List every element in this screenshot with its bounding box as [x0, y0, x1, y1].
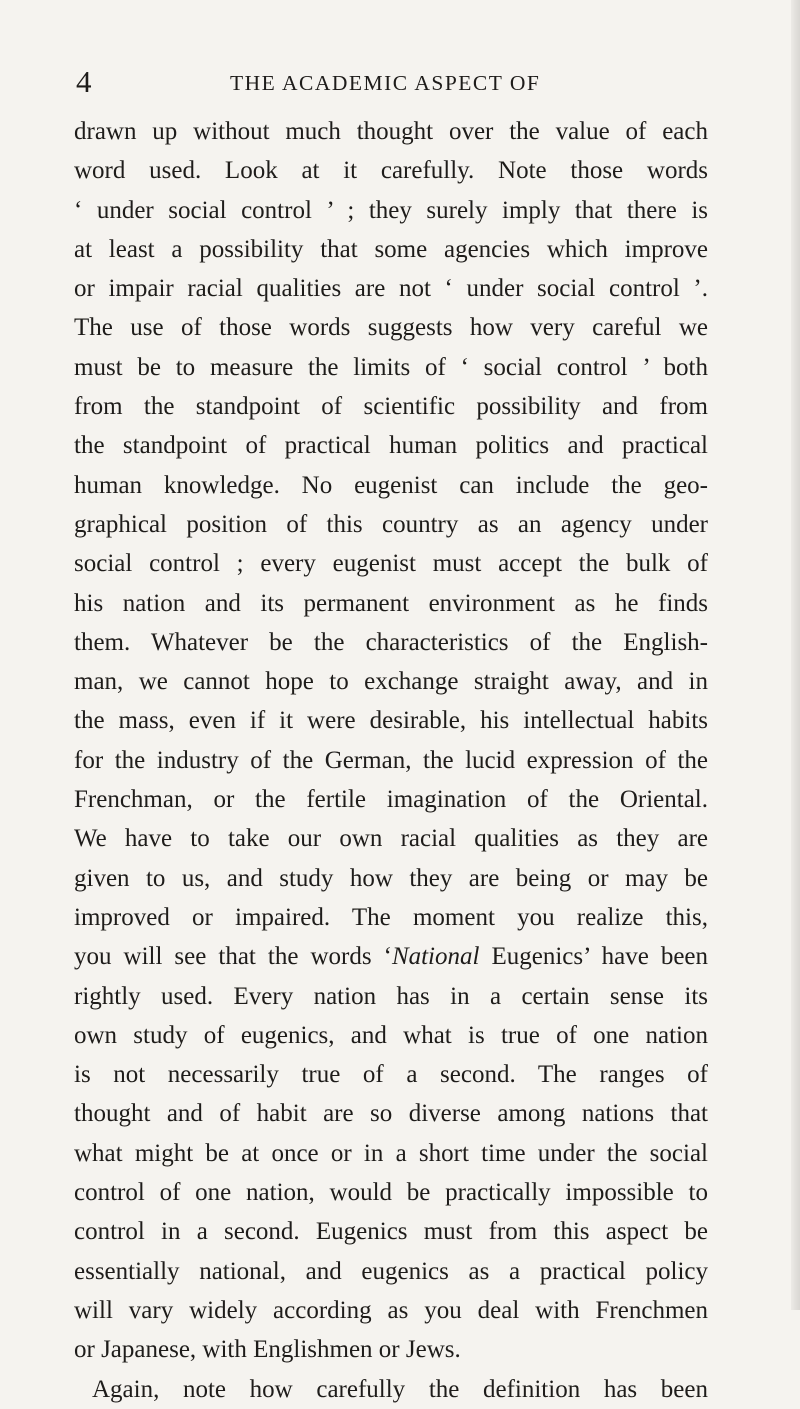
text-line: must be to measure the limits of ‘ social control ’ both: [74, 353, 708, 381]
text-line: or Japanese, with Englishmen or Jews.: [74, 1336, 461, 1364]
text-line: control in a second. Eugenics must from this aspect be: [74, 1218, 708, 1246]
text-fragment: ‘: [383, 943, 392, 971]
text-line: Again, note how carefully the definition has been: [92, 1375, 708, 1403]
text-line: Frenchman, or the fertile imagination of the Oriental.: [74, 786, 708, 814]
text-line: the standpoint of practical human politics and practical: [74, 432, 708, 460]
text-line: ‘ under social control ’ ; they surely imply that there is: [74, 196, 708, 224]
text-line: social control ; every eugenist must accept the bulk of: [74, 550, 708, 578]
text-line: We have to take our own racial qualities as they are: [74, 825, 708, 853]
text-fragment: you will see that the words: [74, 943, 372, 971]
text-line: the mass, even if it were desirable, his intellectual habits: [74, 707, 708, 735]
body-text: [74, 112, 708, 1409]
text-line: rightly used. Every nation has in a certain sense its: [74, 982, 708, 1010]
italic-term: National: [391, 943, 480, 971]
text-line: for the industry of the German, the lucid expression of the: [74, 746, 708, 774]
text-line: improved or impaired. The moment you realize this,: [74, 903, 708, 931]
text-line: graphical position of this country as an agency under: [74, 510, 708, 538]
text-line: them. Whatever be the characteristics of the English-: [74, 628, 708, 656]
text-line: from the standpoint of scientific possibility and from: [74, 393, 708, 421]
text-line: [74, 937, 708, 976]
text-line: or impair racial qualities are not ‘ under social control ’.: [74, 275, 708, 303]
text-line: his nation and its permanent environment as he finds: [74, 589, 708, 617]
text-line: will vary widely according as you deal with Frenchmen: [74, 1296, 708, 1324]
text-line: drawn up without much thought over the value of each: [74, 118, 708, 145]
text-fragment: Eugenics’ have been: [479, 943, 709, 971]
running-head: THE ACADEMIC ASPECT OF: [230, 71, 541, 95]
text-line: human knowledge. No eugenist can include the geo-: [74, 471, 708, 499]
text-line: is not necessarily true of a second. The ranges of: [74, 1061, 708, 1089]
page-number: 4: [76, 64, 92, 99]
text-line: what might be at once or in a short time under the social: [74, 1139, 708, 1167]
text-line: at least a possibility that some agencies which improve: [74, 235, 708, 263]
page-edge: [791, 0, 800, 1310]
text-line: essentially national, and eugenics as a practical policy: [74, 1257, 708, 1285]
text-line: The use of those words suggests how very careful we: [74, 314, 708, 342]
page-header: [70, 64, 710, 100]
text-line: thought and of habit are so diverse among nations that: [74, 1100, 708, 1128]
text-line: word used. Look at it carefully. Note those words: [74, 157, 708, 185]
text-line: man, we cannot hope to exchange straight away, and in: [74, 668, 708, 696]
text-line: own study of eugenics, and what is true of one nation: [74, 1021, 708, 1049]
text-line: control of one nation, would be practically impossible to: [74, 1179, 708, 1207]
text-line: given to us, and study how they are being or may be: [74, 864, 708, 892]
